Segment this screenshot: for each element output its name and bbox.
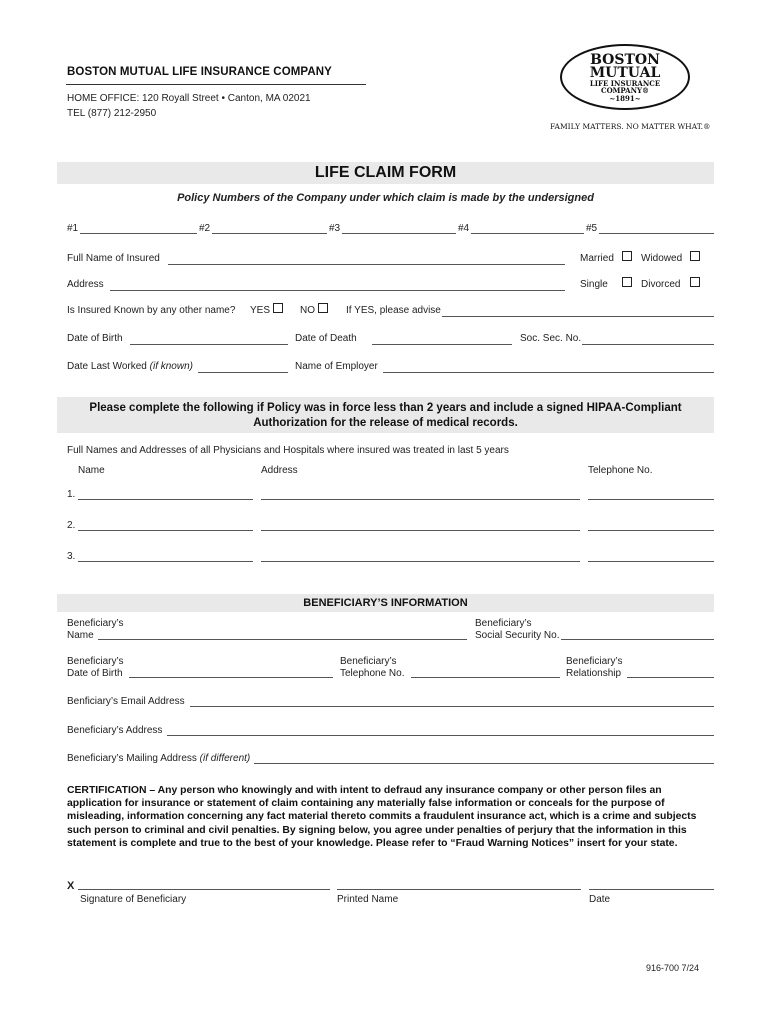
company-name: BOSTON MUTUAL LIFE INSURANCE COMPANY [67,66,332,78]
certification-text: CERTIFICATION – Any person who knowingly and with intent to defraud any insurance company or other person files an application for insurance or statement of claim containing any materially false information or conceals for the purpose of misleading, information concerning any fact material thereto commits a fraudulent insurance act, which is a crime and subjects such person to criminal and civil penalties. By signing below, you agree under penalties of perjury that the information in this statement is complete and true to the best of your knowledge. Please refer to “Fraud Warning Notices” insert for your state. [67,785,697,849]
col-name-header: Name [78,465,105,476]
ben-rel-label-l2: Relationship [566,668,622,679]
physician-3-address-field[interactable] [261,561,580,562]
policy-number-4-field[interactable] [471,233,584,234]
no-checkbox[interactable] [318,303,328,313]
ben-mailing-text: Beneficiary’s Mailing Address [67,753,197,764]
date-field[interactable] [589,889,714,890]
form-number: 916-700 7/24 [646,963,700,973]
last-worked-label [67,361,193,372]
ben-dob-label [67,656,124,680]
hipaa-line1: Please complete the following if Policy was in force less than 2 years and include a signed HIPAA-Compliant [89,402,682,414]
other-name-question: Is Insured Known by any other name? [67,305,236,316]
married-checkbox[interactable] [622,251,632,261]
logo-tagline: FAMILY MATTERS. NO MATTER WHAT.® [550,122,711,131]
physician-3-phone-field[interactable] [588,561,714,562]
yes-label: YES [250,305,271,316]
ben-rel-label-l1: Beneficiary’s [566,656,623,667]
ssn-field[interactable] [582,344,714,345]
ssn-label: Soc. Sec. No. [520,333,582,344]
ben-dob-field[interactable] [129,677,333,678]
ben-phone-label-l2: Telephone No. [340,668,405,679]
logo-line5: ~1891~ [609,94,641,103]
dob-label: Date of Birth [67,333,123,344]
policy-subtitle: Policy Numbers of the Company under which claim is made by the undersigned [177,192,594,204]
physician-1-name-field[interactable] [78,499,253,500]
ben-ssn-label-l1: Beneficiary’s [475,618,532,629]
ben-address-field[interactable] [167,735,714,736]
policy-number-1-field[interactable] [80,233,197,234]
logo-line2: MUTUAL [589,65,661,81]
beneficiary-heading: BENEFICIARY’S INFORMATION [303,597,468,609]
dod-field[interactable] [372,344,512,345]
single-checkbox[interactable] [622,277,632,287]
ben-ssn-field[interactable] [561,639,714,640]
ben-relationship-field[interactable] [627,677,714,678]
policy-number-5-field[interactable] [599,233,714,234]
header-divider [66,84,366,85]
ben-email-label: Benficiary’s Email Address [67,696,185,707]
employer-label: Name of Employer [295,361,378,372]
company-logo [560,44,690,110]
policy-label-1: #1 [67,223,79,234]
ben-rel-label [566,656,623,680]
home-office: HOME OFFICE: 120 Royall Street • Canton, MA 02021 [67,93,311,104]
physician-2-phone-field[interactable] [588,530,714,531]
title-band [57,162,714,184]
physicians-intro: Full Names and Addresses of all Physicians and Hospitals where insured was treated in last 5 years [67,445,509,456]
hipaa-band [57,397,714,433]
telephone: TEL (877) 212-2950 [67,108,157,119]
no-label: NO [300,305,315,316]
ben-name-label-l1: Beneficiary’s [67,618,124,629]
physician-1-address-field[interactable] [261,499,580,500]
physician-1-phone-field[interactable] [588,499,714,500]
physician-2-address-field[interactable] [261,530,580,531]
policy-number-2-field[interactable] [212,233,327,234]
signature-field[interactable] [78,889,330,890]
physician-3-name-field[interactable] [78,561,253,562]
last-worked-text: Date Last Worked [67,361,147,372]
ben-dob-label-l2: Date of Birth [67,668,123,679]
physician-row-2-num: 2. [67,520,76,531]
ben-mailing-field[interactable] [254,763,714,764]
ben-if-different: (if different) [199,753,251,764]
beneficiary-band [57,594,714,612]
policy-label-4: #4 [458,223,470,234]
widowed-checkbox[interactable] [690,251,700,261]
ben-name-field[interactable] [98,639,467,640]
logo-line1: BOSTON [590,52,660,68]
divorced-checkbox[interactable] [690,277,700,287]
logo-line3: LIFE INSURANCE [589,79,661,88]
yes-checkbox[interactable] [273,303,283,313]
ben-ssn-label [475,618,559,642]
divorced-label: Divorced [641,279,681,290]
ben-ssn-label-l2: Social Security No. [475,630,560,641]
address-field[interactable] [110,290,565,291]
ben-name-label-l2: Name [67,630,94,641]
col-phone-header: Telephone No. [588,465,653,476]
col-address-header: Address [261,465,298,476]
logo-line4: COMPANY® [601,86,649,95]
if-yes-label: If YES, please advise [346,305,441,316]
signature-label: Signature of Beneficiary [80,894,187,905]
printed-name-field[interactable] [337,889,581,890]
employer-field[interactable] [383,372,714,373]
ben-mailing-label [67,753,250,764]
ben-phone-label-l1: Beneficiary’s [340,656,397,667]
policy-label-2: #2 [199,223,211,234]
printed-name-label: Printed Name [337,894,399,905]
policy-number-3-field[interactable] [342,233,456,234]
ben-dob-label-l1: Beneficiary’s [67,656,124,667]
single-label: Single [580,279,608,290]
dob-field[interactable] [130,344,288,345]
form-title: LIFE CLAIM FORM [314,164,457,181]
date-label: Date [589,894,611,905]
last-worked-field[interactable] [198,372,288,373]
ben-email-field[interactable] [190,706,714,707]
married-label: Married [580,253,614,264]
ben-phone-field[interactable] [411,677,560,678]
physician-2-name-field[interactable] [78,530,253,531]
ben-address-label: Beneficiary’s Address [67,725,163,736]
policy-label-5: #5 [586,223,598,234]
physician-row-1-num: 1. [67,489,76,500]
other-name-field[interactable] [442,316,714,317]
full-name-field[interactable] [168,264,565,265]
signature-x-mark: X [67,880,75,892]
dod-label: Date of Death [295,333,357,344]
policy-label-3: #3 [329,223,341,234]
if-known-text: (if known) [149,361,193,372]
address-label: Address [67,279,104,290]
hipaa-line2: Authorization for the release of medical records. [253,417,518,429]
widowed-label: Widowed [641,253,683,264]
full-name-label: Full Name of Insured [67,253,160,264]
ben-phone-label [340,656,405,680]
physician-row-3-num: 3. [67,551,76,562]
